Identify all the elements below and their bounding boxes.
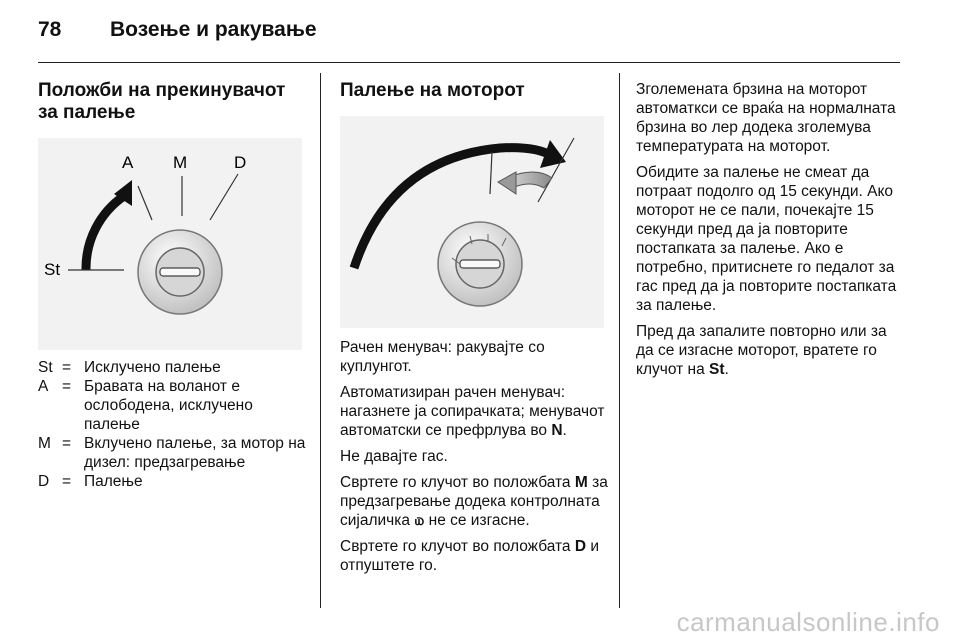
- label-st: St: [44, 260, 61, 279]
- paragraph-automated-transmission: Автоматизиран рачен менувач: нагазнете ја сопирачката; менувачот автоматски се префрлува во N.: [340, 384, 605, 439]
- legend-row: [38, 358, 308, 377]
- page-number: 78: [38, 18, 62, 41]
- paragraph-start-duration: Обидите за палење не смеат да потраат подолго од 15 секунди. Ако моторот не се пали, почекајте 15 секунди пред да ја повторите постапката за палење. Ако е потребно, притиснете го педалот за гас пред да ја повторите постапката за палење.: [636, 164, 897, 314]
- page-header: [38, 18, 317, 42]
- legend-eq: =: [62, 359, 72, 376]
- label-m: M: [173, 153, 188, 172]
- chapter-title: Возење и ракување: [110, 18, 317, 41]
- column-notes: [636, 80, 906, 386]
- position-m: M: [574, 474, 588, 491]
- column-starting-engine: [340, 80, 608, 582]
- legend-row: [38, 434, 308, 472]
- header-rule: [38, 62, 900, 63]
- legend-key: M: [38, 435, 51, 452]
- section-heading-starting: Палење на моторот: [340, 80, 525, 101]
- legend-key: A: [38, 378, 49, 395]
- legend-text: Палење: [84, 473, 143, 490]
- paragraph-manual-transmission: Рачен менувач: ракувајте со куплунгот.: [340, 339, 545, 375]
- legend-text: Бравата на воланот е ослободена, исклучено палење: [84, 378, 253, 433]
- legend-row: [38, 472, 308, 491]
- ignition-switch-illustration: [38, 138, 302, 350]
- label-a: A: [122, 153, 134, 172]
- column-divider-2: [619, 73, 620, 608]
- paragraph-start: Свртете го клучот во положбата D и отпуштете го.: [340, 538, 600, 574]
- column-divider-1: [320, 73, 321, 608]
- key-turn-illustration: [340, 116, 604, 328]
- preheat-indicator-icon: ௰: [414, 512, 425, 529]
- paragraph-idle-speed: Зголемената брзина на моторот автоматкси се враќа на нормалната брзина во лер додека зголемува температурата на моторот.: [636, 81, 896, 155]
- section-heading-positions: Положби на прекинувачот за палење: [38, 80, 286, 123]
- position-st: St: [709, 361, 725, 378]
- label-d: D: [234, 153, 247, 172]
- ignition-positions-figure: [38, 138, 302, 350]
- gear-n: N: [551, 422, 563, 439]
- legend-text: Вклучено палење, за мотор на дизел: предзагревање: [84, 435, 306, 471]
- legend-eq: =: [62, 473, 72, 490]
- position-d: D: [574, 538, 587, 555]
- watermark: carmanualsonline.info: [676, 607, 940, 637]
- starting-engine-figure: [340, 116, 604, 328]
- legend-eq: =: [62, 378, 72, 395]
- positions-legend: [38, 358, 308, 491]
- legend-text: Исклучено палење: [84, 359, 221, 376]
- column-ignition-positions: [38, 80, 308, 491]
- legend-eq: =: [62, 435, 72, 452]
- paragraph-restart: Пред да запалите повторно или за да се изгасне моторот, вратете го клучот на St.: [636, 323, 887, 378]
- legend-key: D: [38, 473, 50, 490]
- legend-row: [38, 377, 308, 434]
- paragraph-preheat: Свртете го клучот во положбата M за предзагревање додека контролната сијаличка ௰ не се изгасне.: [340, 474, 608, 529]
- legend-key: St: [38, 359, 53, 376]
- paragraph-no-throttle: Не давајте гас.: [340, 448, 448, 465]
